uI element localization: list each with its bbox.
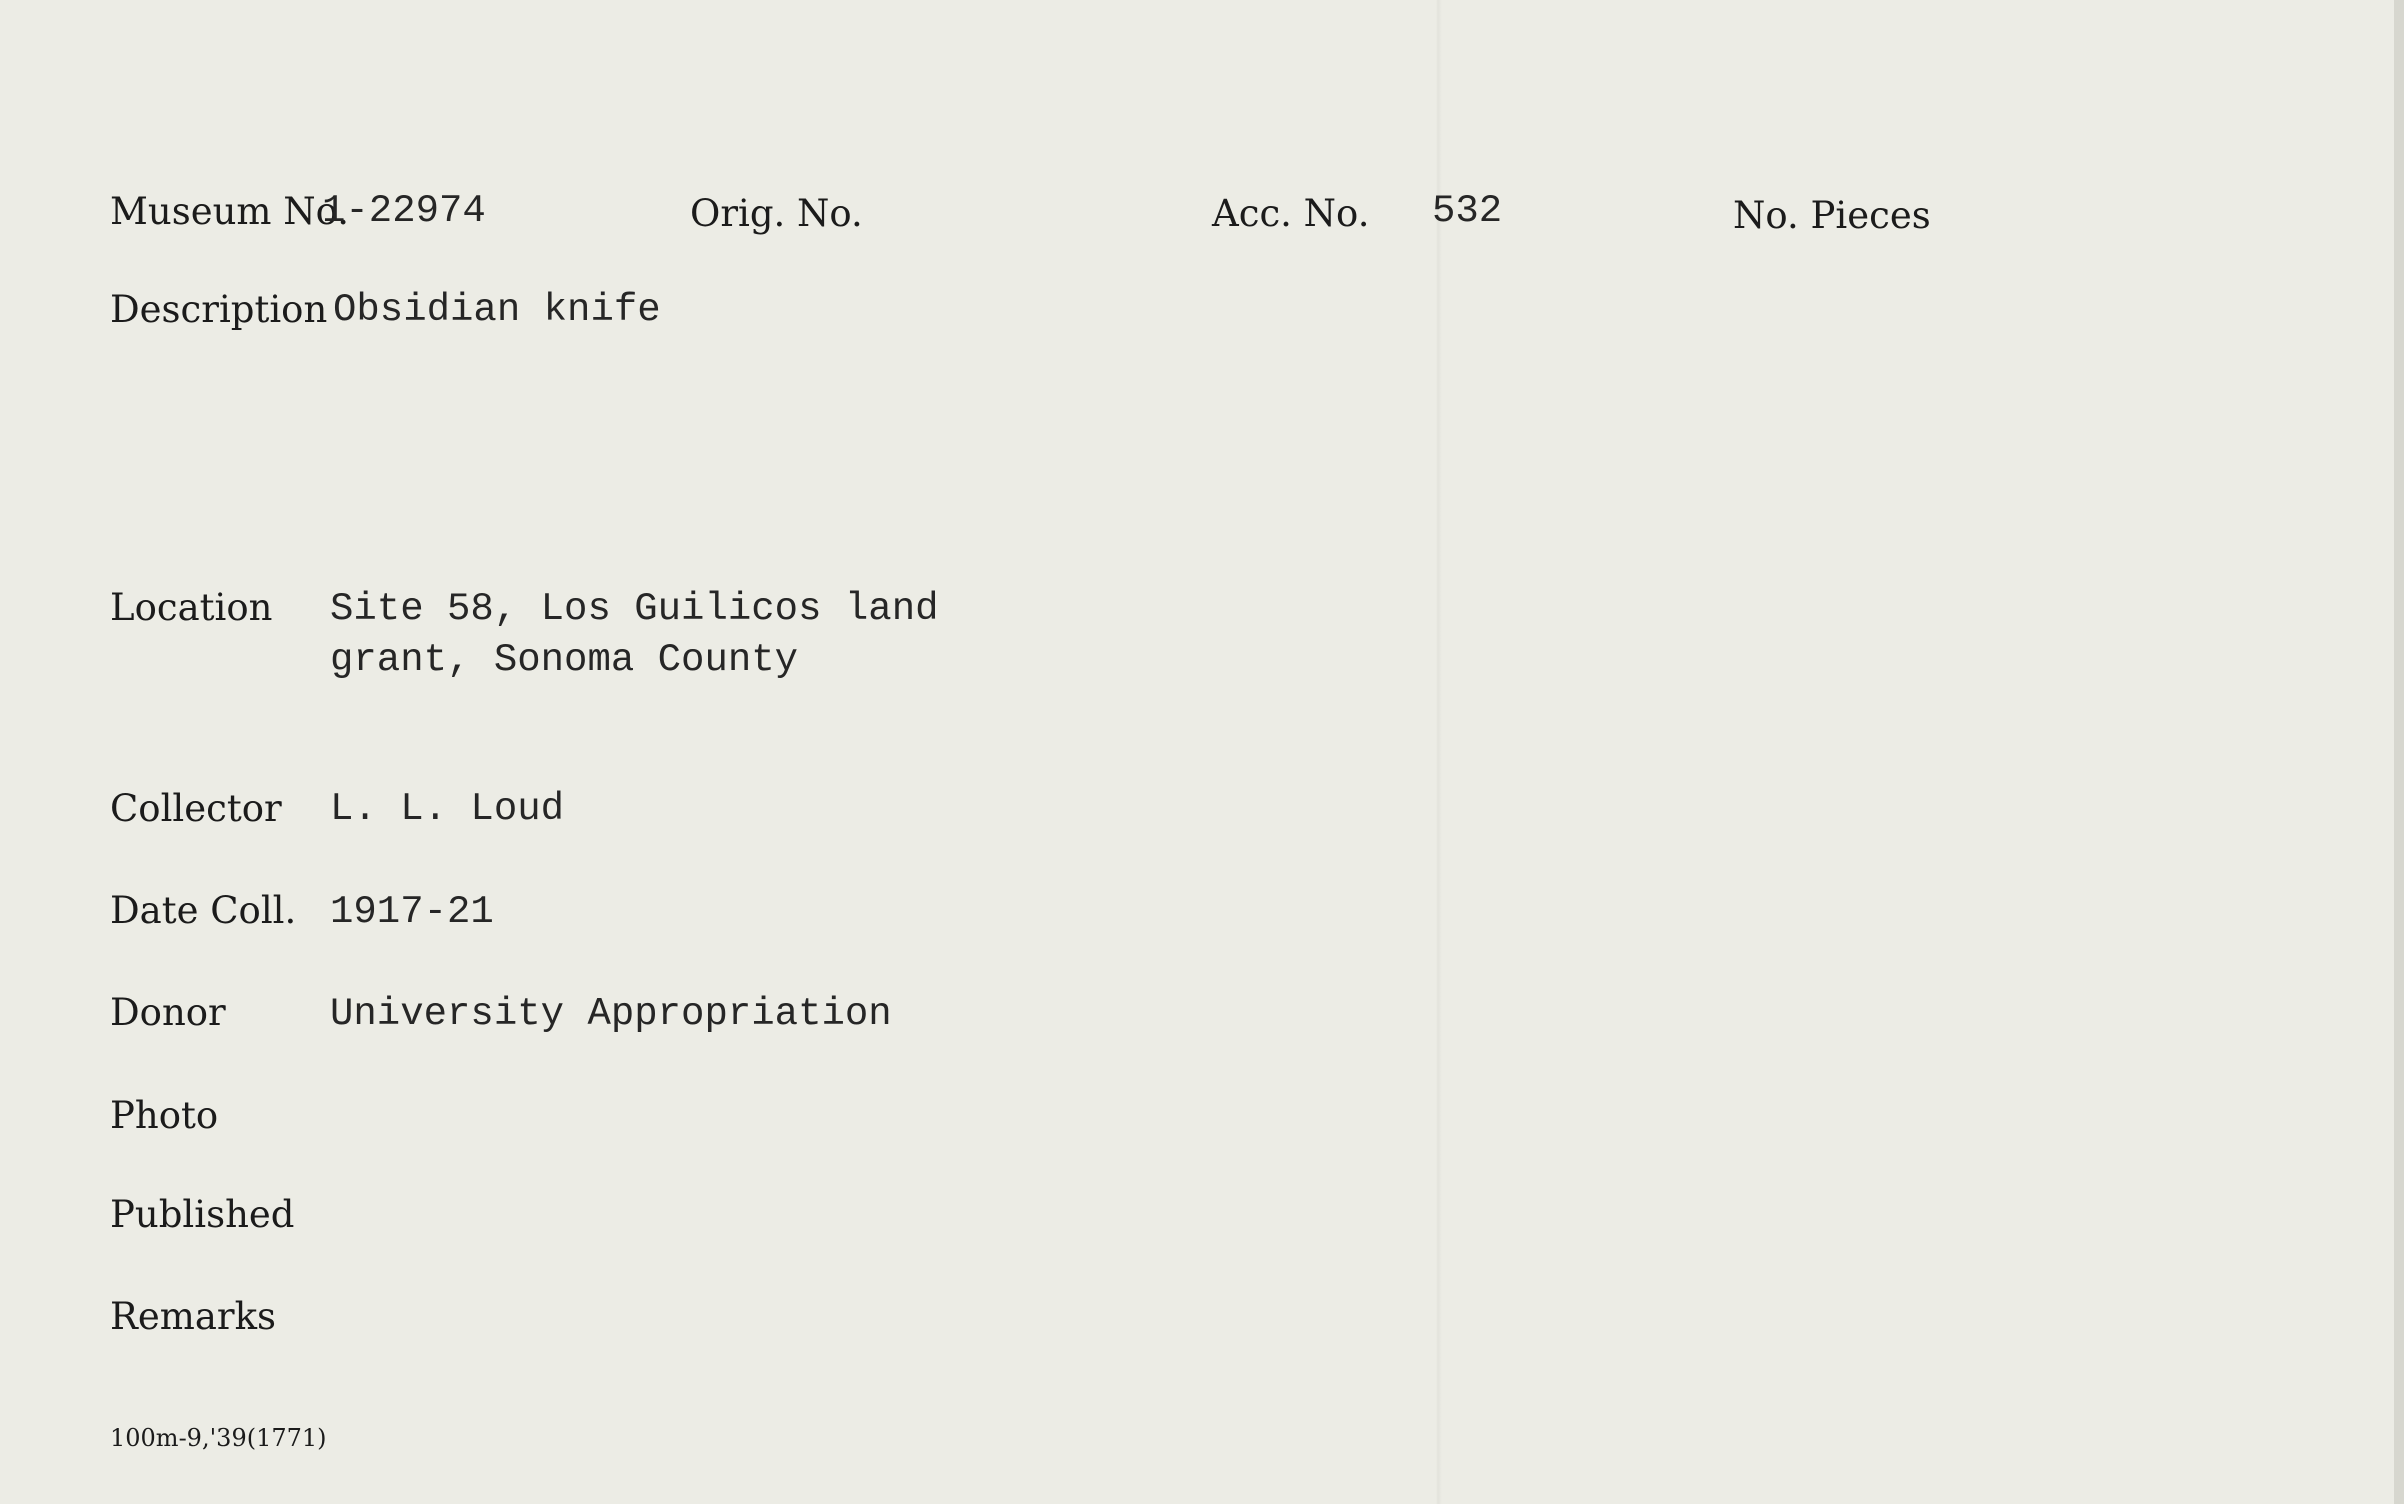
- print-code: 100m-9,'39(1771): [110, 1424, 327, 1452]
- date-coll-label: Date Coll.: [110, 889, 297, 932]
- published-label: Published: [110, 1193, 295, 1236]
- date-coll-value: 1917-21: [330, 890, 494, 934]
- museum-no-value: 1-22974: [322, 189, 486, 233]
- location-line-2: grant, Sonoma County: [330, 638, 799, 682]
- museum-no-label: Museum No.: [110, 190, 350, 233]
- description-label: Description: [110, 288, 328, 331]
- remarks-label: Remarks: [110, 1295, 276, 1338]
- location-line-1: Site 58, Los Guilicos land: [330, 587, 939, 631]
- orig-no-label: Orig. No.: [690, 192, 863, 235]
- donor-value: University Appropriation: [330, 992, 892, 1036]
- collector-value: L. L. Loud: [330, 787, 565, 831]
- acc-no-label: Acc. No.: [1212, 192, 1370, 235]
- photo-label: Photo: [110, 1094, 219, 1137]
- description-value: Obsidian knife: [333, 288, 661, 332]
- location-label: Location: [110, 586, 273, 629]
- donor-label: Donor: [110, 991, 226, 1034]
- acc-no-value: 532: [1432, 189, 1503, 233]
- card-edge: [2394, 0, 2404, 1504]
- no-pieces-label: No. Pieces: [1733, 194, 1931, 237]
- collector-label: Collector: [110, 787, 282, 830]
